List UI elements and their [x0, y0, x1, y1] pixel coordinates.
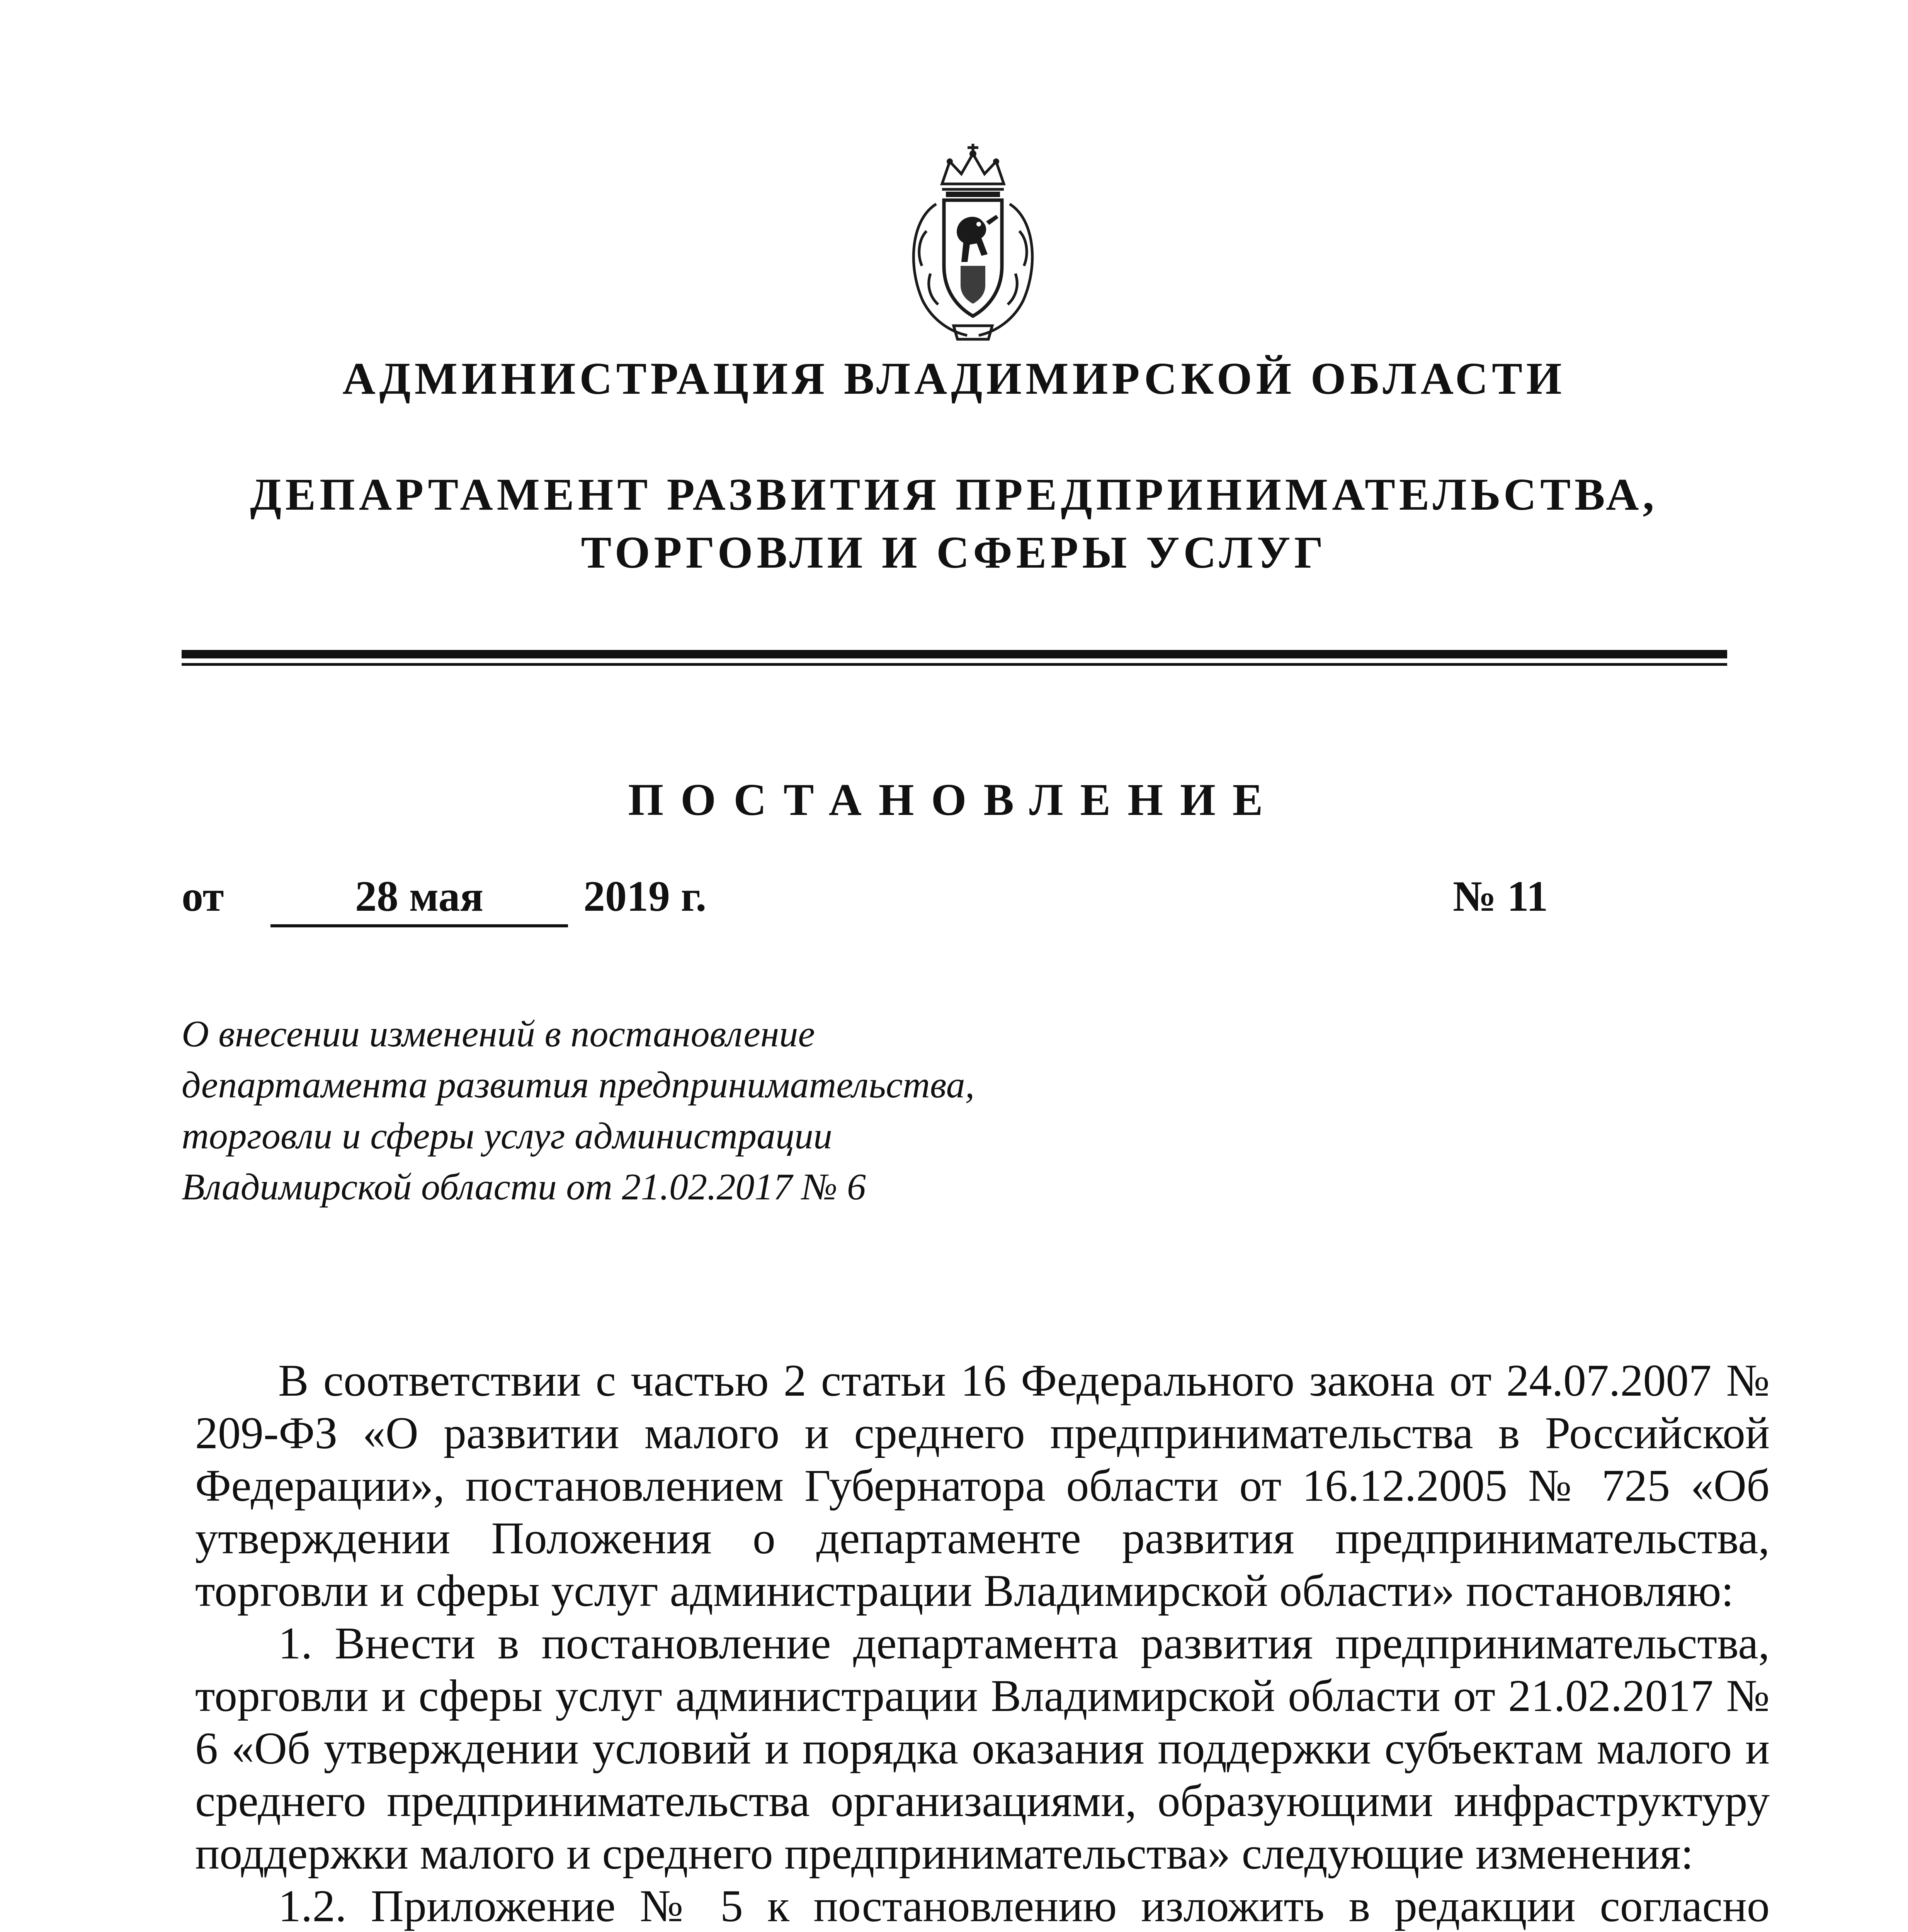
date-prefix: от	[182, 872, 224, 920]
subject-line: О внесении изменений в постановление	[182, 1013, 815, 1055]
administration-title: АДМИНИСТРАЦИЯ ВЛАДИМИРСКОЙ ОБЛАСТИ	[342, 353, 1566, 404]
department-title	[0, 466, 1908, 582]
document-subject	[182, 1009, 1186, 1213]
date-number-row	[0, 869, 1908, 935]
subject-line: торговли и сферы услуг администрации	[182, 1115, 832, 1157]
subject-line: Владимирской области от 21.02.2017 № 6	[182, 1166, 866, 1208]
document-date: 28 мая	[270, 869, 568, 927]
subject-line: департамента развития предпринимательства,	[182, 1064, 975, 1106]
preamble-paragraph: В соответствии с частью 2 статьи 16 Федерального закона от 24.07.2007 № 209-ФЗ «О развитии малого и среднего предпринимательства в Российской Федерации», постановлением Губернатора области от 16.12.2005 № 725 «Об утверждении Положения о департаменте развития предпринимательства, торговли и сферы услуг администрации Владимирской области» постановляю:	[195, 1355, 1770, 1616]
document-number: № 11	[1453, 872, 1548, 920]
vladimir-region-coat-of-arms-icon	[900, 138, 1046, 347]
item-1-paragraph: 1. Внести в постановление департамента развития предпринимательства, торговли и сферы услуг администрации Владимирской области от 21.02.2017 № 6 «Об утверждении условий и порядка оказания поддержки субъектам малого и среднего предпринимательства организациями, образующими инфраструктуру поддержки малого и среднего предпринимательства» следующие изменения:	[195, 1618, 1770, 1879]
header-divider-thin	[182, 663, 1727, 666]
item-1-2-paragraph: 1.2. Приложение № 5 к постановлению изложить в редакции согласно	[278, 1881, 1770, 1931]
document-year: 2019 г.	[583, 872, 707, 920]
department-title-line-2: ТОРГОВЛИ И СФЕРЫ УСЛУГ	[581, 527, 1327, 578]
department-title-line-1: ДЕПАРТАМЕНТ РАЗВИТИЯ ПРЕДПРИНИМАТЕЛЬСТВА,	[250, 469, 1658, 520]
document-type-title: ПОСТАНОВЛЕНИЕ	[628, 774, 1280, 825]
header-divider-thick	[182, 650, 1727, 658]
document-body	[195, 1354, 1770, 1932]
